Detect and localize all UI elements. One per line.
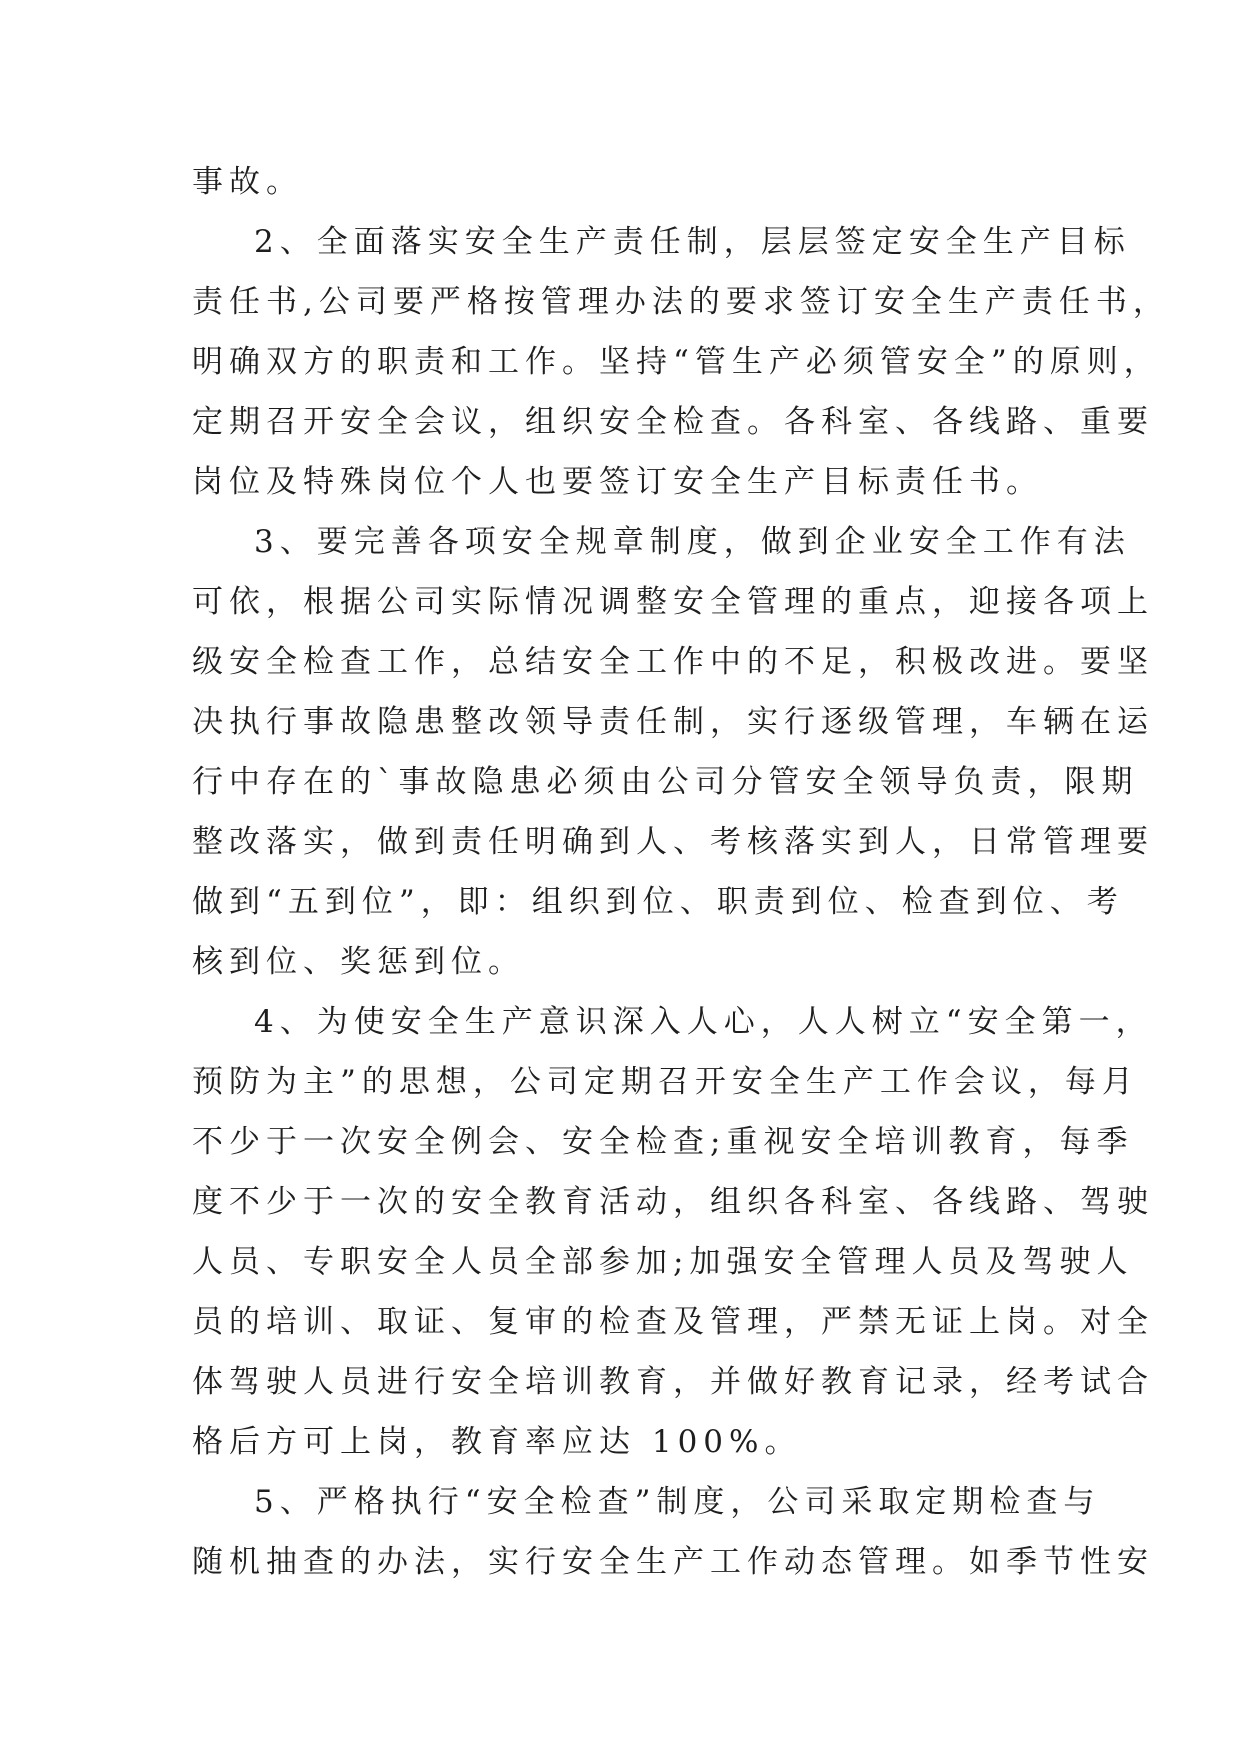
document-body xyxy=(192,152,1170,1592)
text-line: 定期召开安全会议，组织安全检查。各科室、各线路、重要 xyxy=(192,404,1154,440)
text-line: 体驾驶人员进行安全培训教育，并做好教育记录，经考试合 xyxy=(192,1364,1154,1400)
text-line: 度不少于一次的安全教育活动，组织各科室、各线路、驾驶 xyxy=(192,1184,1154,1220)
text-line: 明确双方的职责和工作。坚持“管生产必须管安全”的原则， xyxy=(192,344,1161,380)
text-line: 格后方可上岗，教育率应达 100%。 xyxy=(192,1424,802,1460)
text-line: 整改落实，做到责任明确到人、考核落实到人，日常管理要 xyxy=(192,824,1154,860)
text-line: 岗位及特殊岗位个人也要签订安全生产目标责任书。 xyxy=(192,464,1043,500)
text-line: 级安全检查工作，总结安全工作中的不足，积极改进。要坚 xyxy=(192,644,1154,680)
text-line: 事故。 xyxy=(192,164,303,200)
text-line: 不少于一次安全例会、安全检查;重视安全培训教育，每季 xyxy=(192,1124,1134,1160)
paragraph-start-line: 2、全面落实安全生产责任制，层层签定安全生产目标 xyxy=(254,224,1131,260)
text-line: 人员、专职安全人员全部参加;加强安全管理人员及驾驶人 xyxy=(192,1244,1134,1280)
paragraph-start-line: 5、严格执行“安全检查”制度，公司采取定期检查与 xyxy=(254,1484,1101,1520)
text-line: 预防为主”的思想，公司定期召开安全生产工作会议，每月 xyxy=(192,1064,1139,1100)
text-line: 员的培训、取证、复审的检查及管理，严禁无证上岗。对全 xyxy=(192,1304,1154,1340)
text-line: 行中存在的`事故隐患必须由公司分管安全领导负责，限期 xyxy=(192,764,1139,800)
paragraph-start-line: 3、要完善各项安全规章制度，做到企业安全工作有法 xyxy=(254,524,1131,560)
text-line: 责任书,公司要严格按管理办法的要求签订安全生产责任书， xyxy=(192,284,1170,320)
text-line: 核到位、奖惩到位。 xyxy=(192,944,525,980)
text-line: 做到“五到位”，即：组织到位、职责到位、检查到位、考 xyxy=(192,884,1124,920)
paragraph-start-line: 4、为使安全生产意识深入人心，人人树立“安全第一， xyxy=(254,1004,1153,1040)
text-line: 决执行事故隐患整改领导责任制，实行逐级管理，车辆在运 xyxy=(192,704,1154,740)
text-line: 随机抽查的办法，实行安全生产工作动态管理。如季节性安 xyxy=(192,1544,1154,1580)
text-line: 可依，根据公司实际情况调整安全管理的重点，迎接各项上 xyxy=(192,584,1154,620)
